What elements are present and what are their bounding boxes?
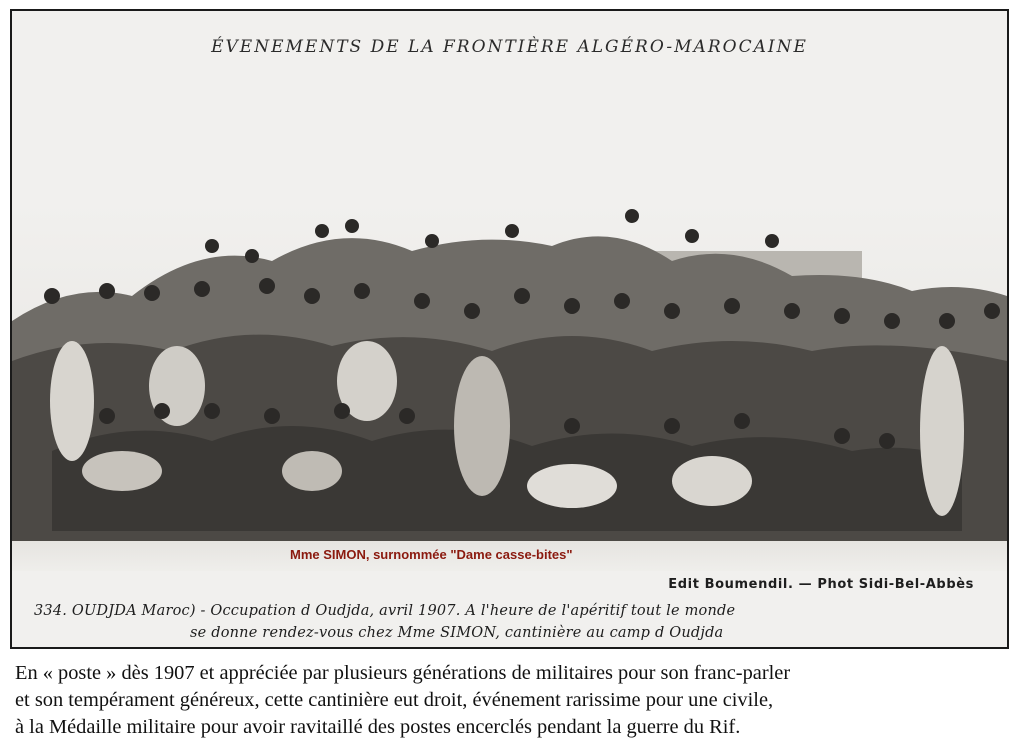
description-line-3: à la Médaille militaire pour avoir ravitaillé des postes encerclés pendant la guerre du Rif. [15, 716, 741, 738]
photo-credits: Edit Boumendil. — Phot Sidi-Bel-Abbès [668, 577, 974, 592]
description-line-2: et son tempérament généreux, cette cantinière eut droit, événement rarissime pour une civile, [15, 689, 774, 711]
description-paragraph [15, 660, 1015, 741]
postcard [10, 9, 1009, 649]
postcard-caption-line-2: se donne rendez-vous chez Mme SIMON, cantinière au camp d Oudjda [190, 625, 724, 641]
annotation-label: Mme SIMON, surnommée "Dame casse-bites" [290, 547, 573, 562]
group-photograph [12, 201, 1007, 571]
postcard-header: ÉVENEMENTS DE LA FRONTIÈRE ALGÉRO-MAROCAINE [211, 37, 808, 57]
description-line-1: En « poste » dès 1907 et appréciée par plusieurs générations de militaires pour son franc-parler [15, 662, 791, 684]
postcard-caption-line-1: 334. OUDJDA Maroc) - Occupation d Oudjda, avril 1907. A l'heure de l'apéritif tout le monde [34, 603, 736, 619]
